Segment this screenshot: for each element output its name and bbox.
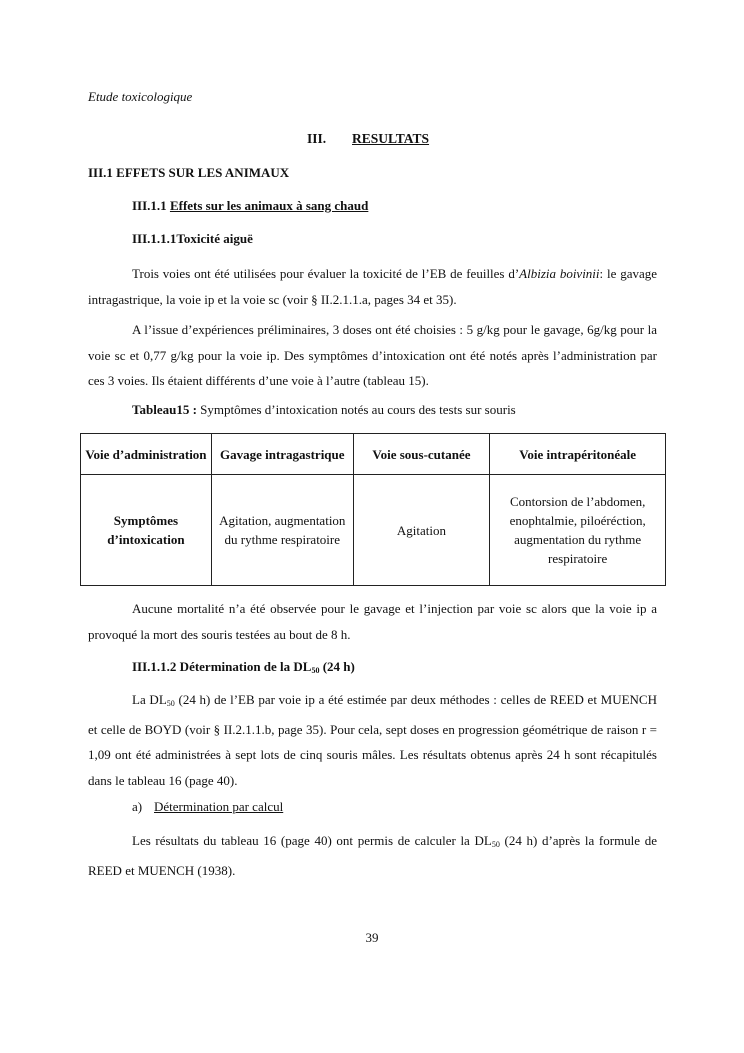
paragraph-doses: A l’issue d’expériences préliminaires, 3 doses ont été choisies : 5 g/kg pour le gavage, 6g/kg pour la voie sc et 0,77 g/kg pour la voie ip. Des symptômes d’intoxication ont été notés après l’administration par ces 3 voies. Ils étaient différents d’une voie à l’autre (tableau 15). bbox=[88, 322, 657, 388]
table-caption bbox=[132, 402, 516, 418]
table-header-cell: Voie d’administration bbox=[81, 434, 212, 475]
table-header-cell: Gavage intragastrique bbox=[211, 434, 353, 475]
table-caption-label: Tableau15 : bbox=[132, 402, 197, 417]
running-header: Etude toxicologique bbox=[88, 89, 193, 104]
heading-dl50-sub: 50 bbox=[311, 666, 320, 675]
table-caption-text: Symptômes d’intoxication notés au cours des tests sur souris bbox=[196, 402, 516, 417]
page-number: 39 bbox=[365, 930, 379, 945]
paragraph-reed-pre: Les résultats du tableau 16 (page 40) ont permis de calculer la DL bbox=[132, 833, 492, 848]
paragraph-dl50 bbox=[88, 687, 657, 793]
paragraph-mortalite: Aucune mortalité n’a été observée pour le gavage et l’injection par voie sc alors que la voie ip a provoqué la mort des souris testées au bout de 8 h. bbox=[88, 601, 657, 642]
heading-toxicite-aigue: III.1.1.1Toxicité aiguë bbox=[132, 231, 253, 246]
species-name: Albizia boivinii bbox=[519, 266, 600, 281]
paragraph-voies bbox=[88, 261, 657, 312]
paragraph-reed-muench bbox=[88, 828, 657, 883]
table-row bbox=[81, 475, 666, 586]
section-title bbox=[307, 131, 429, 147]
section-number: III. bbox=[307, 131, 327, 146]
table-cell: Contorsion de l’abdomen, enophtalmie, piloéréction, augmentation du rythme respiratoire bbox=[490, 475, 666, 586]
list-item-label: a) bbox=[132, 799, 143, 814]
heading-sang-chaud bbox=[132, 198, 368, 214]
table-header-row bbox=[81, 434, 666, 475]
paragraph-voies-after: : le gavage intragastrique, la voie ip et la voie sc (voir § II.2.1.1.a, pages 34 et 35). bbox=[88, 266, 657, 307]
list-item-calcul bbox=[132, 799, 283, 815]
heading-dl50-pre: III.1.1.2 Détermination de la DL bbox=[132, 659, 312, 674]
table-cell: Agitation bbox=[353, 475, 490, 586]
section-title-text: RESULTATS bbox=[352, 131, 430, 146]
paragraph-dl50-post: (24 h) de l’EB par voie ip a été estimée par deux méthodes : celles de REED et MUENCH et celle de BOYD (voir § II.2.1.1.b, page 35). Pour cela, sept doses en progression géométrique de raison r = 1,09 ont été administrées à sept lots de cinq souris mâles. Les résultats obtenus après 24 h sont récapitulés dans le tableau 16 (page 40). bbox=[88, 692, 657, 788]
paragraph-dl50-sub: 50 bbox=[166, 699, 175, 708]
paragraph-reed-sub: 50 bbox=[491, 840, 500, 849]
table-cell: Agitation, augmentation du rythme respiratoire bbox=[211, 475, 353, 586]
paragraph-dl50-pre: La DL bbox=[132, 692, 167, 707]
symptoms-table bbox=[80, 433, 666, 586]
heading-dl50-post: (24 h) bbox=[319, 659, 355, 674]
table-header-cell: Voie sous-cutanée bbox=[353, 434, 490, 475]
paragraph-reed-post: (24 h) d’après la formule de REED et MUENCH (1938). bbox=[88, 833, 657, 878]
heading-sang-chaud-number: III.1.1 bbox=[132, 198, 167, 213]
heading-effets-animaux: III.1 EFFETS SUR LES ANIMAUX bbox=[88, 165, 290, 180]
table-header-cell: Voie intrapéritonéale bbox=[490, 434, 666, 475]
heading-sang-chaud-title: Effets sur les animaux à sang chaud bbox=[169, 198, 369, 213]
heading-dl50 bbox=[132, 659, 355, 675]
paragraph-voies-before: Trois voies ont été utilisées pour évaluer la toxicité de l’EB de feuilles d’ bbox=[132, 266, 520, 281]
list-item-text: Détermination par calcul bbox=[154, 799, 284, 814]
table-row-label: Symptômes d’intoxication bbox=[81, 475, 212, 586]
